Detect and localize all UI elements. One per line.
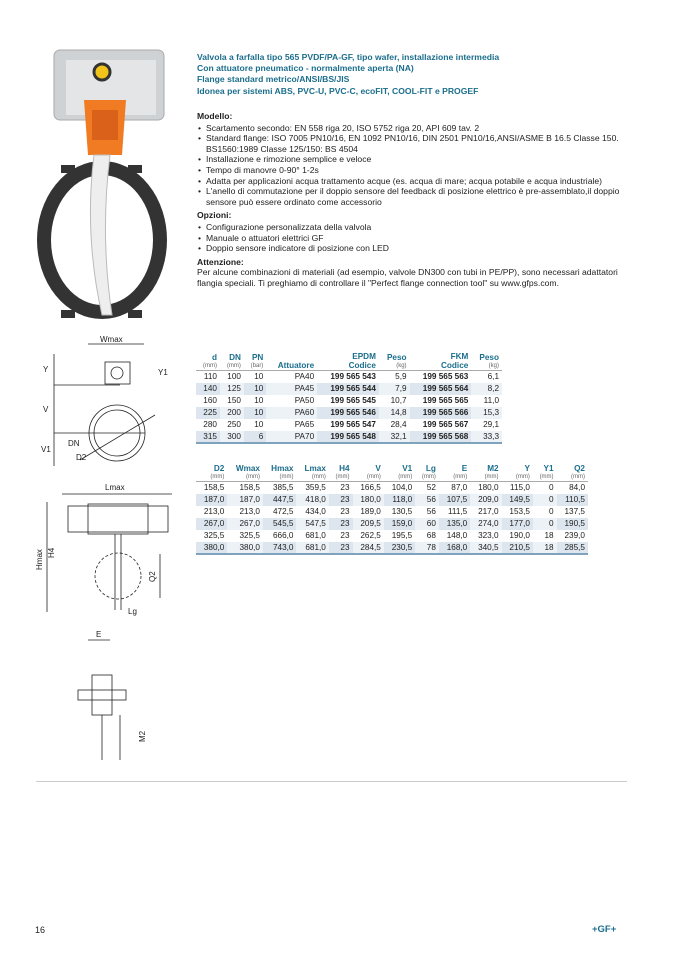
- table-cell: 0: [533, 494, 557, 506]
- label-q2: Q2: [148, 571, 157, 582]
- table-cell: PA50: [294, 395, 315, 405]
- table-cell: 199 565 567: [422, 419, 469, 429]
- table-cell: 18: [533, 542, 557, 555]
- header-unit: (mm): [366, 474, 381, 480]
- table-row: [196, 530, 588, 542]
- table-cell: 199 565 564: [410, 383, 472, 395]
- table-cell: 110,5: [557, 494, 588, 506]
- table-cell: 10: [254, 372, 264, 381]
- opzioni-list: [197, 222, 627, 254]
- list-item: • Standard flange: ISO 7005 PN10/16, EN 1092 PN10/16, DIN 2501 PN10/16,ANSI/ASME B 16.5 Classe 150. BS1560:1989 Classe 125/150: BS 4504: [197, 133, 627, 154]
- table-cell: 199 565 543: [330, 372, 376, 381]
- header-label: d: [211, 353, 217, 362]
- table-cell: 359,5: [305, 483, 326, 492]
- codes-table: [196, 344, 502, 444]
- table-cell: 267,0: [227, 518, 263, 530]
- table-cell: 0: [533, 518, 557, 530]
- list-item: • Configurazione personalizzata della valvola: [197, 222, 627, 233]
- table-cell: 545,5: [263, 518, 296, 530]
- column-header: [296, 464, 328, 482]
- table-cell: 180,0: [478, 483, 499, 492]
- table-cell: 29,1: [483, 419, 499, 429]
- table-cell: 418,0: [296, 494, 328, 506]
- table-cell: 23: [340, 530, 350, 540]
- column-header: [266, 344, 317, 371]
- table-cell: 267,0: [196, 518, 227, 530]
- attenzione-heading: Attenzione:: [197, 256, 244, 267]
- header-unit: (mm): [398, 474, 413, 480]
- list-item: • Scartamento secondo: EN 558 riga 20, ISO 5752 riga 20, API 609 tav. 2: [197, 123, 627, 134]
- label-hmax: Hmax: [35, 549, 44, 570]
- table-row: [196, 506, 588, 518]
- table-cell: 217,0: [478, 506, 499, 516]
- table-cell: 285,5: [557, 542, 588, 555]
- column-header: [502, 464, 533, 482]
- header-unit: (kg): [488, 363, 499, 369]
- header-unit: (mm): [311, 474, 326, 480]
- label-dn: DN: [68, 439, 80, 448]
- table-cell: 150: [227, 395, 241, 405]
- product-title: Valvola a farfalla tipo 565 PVDF/PA-GF, tipo wafer, installazione intermedia: [197, 52, 500, 62]
- table-cell: 10,7: [390, 395, 407, 405]
- header-unit: (kg): [396, 363, 407, 369]
- table-cell: 199 565 544: [317, 383, 379, 395]
- header-top: Peso: [479, 353, 499, 362]
- header-top: EPDM: [352, 352, 376, 361]
- header-label: V: [375, 464, 381, 473]
- modello-list: [197, 123, 627, 208]
- table-cell: 199 565 565: [422, 395, 469, 405]
- table-cell: 189,0: [360, 506, 381, 516]
- label-m2: M2: [138, 730, 147, 742]
- table-cell: 199 565 546: [317, 407, 379, 419]
- table-cell: 110: [203, 372, 217, 381]
- table-cell: 199 565 545: [330, 395, 376, 405]
- table-cell: 325,5: [239, 530, 260, 540]
- table-cell: 681,0: [296, 542, 328, 555]
- header-top: [223, 344, 241, 353]
- gf-logo: +GF+: [592, 924, 617, 935]
- label-y1: Y1: [158, 368, 168, 377]
- header-unit: (mm): [335, 474, 350, 480]
- table-row: [196, 482, 588, 494]
- list-item: • Installazione e rimozione semplice e veloce: [197, 154, 627, 165]
- column-header: [220, 344, 244, 371]
- header-unit: (mm): [571, 474, 585, 480]
- table-cell: 315: [196, 431, 220, 444]
- table-cell: 23: [329, 494, 353, 506]
- table-cell: 230,5: [384, 542, 415, 555]
- table-cell: 434,0: [305, 506, 326, 516]
- table-cell: 11,0: [483, 395, 499, 405]
- table-row: [196, 371, 502, 383]
- column-header: [384, 464, 415, 482]
- label-v1: V1: [41, 445, 51, 454]
- table-cell: 159,0: [384, 518, 415, 530]
- column-header: [244, 344, 266, 371]
- table-cell: 0: [549, 506, 554, 516]
- description: [197, 111, 627, 289]
- table-cell: 7,9: [379, 383, 410, 395]
- product-subtitle: Idonea per sistemi ABS, PVC-U, PVC-C, ecoFIT, COOL-FIT e PROGEF: [197, 85, 479, 96]
- table-cell: 14,8: [379, 407, 410, 419]
- table-cell: 666,0: [272, 530, 294, 540]
- header-top: [269, 352, 314, 361]
- table-cell: 130,5: [391, 506, 413, 516]
- column-header: [353, 464, 384, 482]
- list-item: • Manuale o attuatori elettrici GF: [197, 233, 627, 244]
- header-top: Peso: [386, 353, 407, 362]
- label-v: V: [43, 405, 49, 414]
- header-unit: (bar): [250, 363, 264, 369]
- header-unit: (mm): [245, 474, 260, 480]
- header-label: Hmax: [271, 464, 294, 473]
- table-row: [196, 395, 502, 407]
- header-unit: (mm): [279, 474, 294, 480]
- table-cell: PA65: [294, 419, 315, 429]
- header-unit: (mm): [484, 474, 499, 480]
- product-subtitle: Con attuatore pneumatico - normalmente aperta (NA): [197, 63, 414, 74]
- table-cell: 250: [227, 419, 241, 429]
- column-header: [317, 344, 379, 371]
- column-header: [196, 344, 220, 371]
- label-h4: H4: [47, 547, 56, 558]
- header-label: Y1: [543, 464, 554, 473]
- dimension-drawing: [20, 330, 190, 780]
- table-cell: 225: [196, 407, 220, 419]
- table-cell: 385,5: [272, 483, 294, 492]
- table-cell: 56: [415, 494, 439, 506]
- header-label: Wmax: [235, 464, 260, 473]
- column-header: [196, 464, 227, 482]
- table-row: [196, 431, 502, 444]
- column-header: [439, 464, 470, 482]
- table-cell: 262,5: [360, 530, 381, 540]
- table-cell: 213,0: [239, 506, 260, 516]
- table-row: [196, 518, 588, 530]
- divider: [36, 781, 627, 782]
- table-cell: 199 565 568: [410, 431, 472, 444]
- table-cell: 68: [426, 530, 436, 540]
- table-cell: 135,0: [439, 518, 470, 530]
- table-cell: 195,5: [391, 530, 413, 540]
- column-header: [263, 464, 296, 482]
- table-cell: 380,0: [196, 542, 227, 555]
- header-unit: (mm): [539, 474, 554, 480]
- table-cell: 23: [340, 483, 350, 492]
- table-cell: 8,2: [471, 383, 502, 395]
- table-row: [196, 383, 502, 395]
- table-cell: 380,0: [227, 542, 263, 555]
- header-label: D2: [213, 464, 225, 473]
- table-cell: 140: [196, 383, 220, 395]
- table-cell: 213,0: [203, 506, 225, 516]
- header-label: Y: [524, 464, 530, 473]
- table-cell: 177,0: [502, 518, 533, 530]
- table-cell: 199 565 563: [422, 372, 469, 381]
- table-cell: 115,0: [510, 483, 530, 492]
- table-cell: 187,0: [196, 494, 227, 506]
- column-header: [415, 464, 439, 482]
- label-y: Y: [43, 365, 49, 374]
- table-cell: PA40: [294, 372, 315, 381]
- label-d2: D2: [76, 453, 87, 462]
- table-cell: 18: [544, 530, 554, 540]
- header-label: Codice: [348, 361, 376, 370]
- table-cell: 149,5: [502, 494, 533, 506]
- table-row: [196, 419, 502, 431]
- table-cell: 23: [329, 518, 353, 530]
- header-unit: (mm): [453, 474, 468, 480]
- table-cell: 274,0: [470, 518, 501, 530]
- table-cell: 100: [227, 372, 241, 381]
- table-cell: 681,0: [305, 530, 326, 540]
- table-cell: 547,5: [296, 518, 328, 530]
- header-top: [247, 344, 263, 353]
- table-row: [196, 542, 588, 555]
- header-label: Lg: [425, 464, 436, 473]
- header-unit: (mm): [226, 363, 241, 369]
- column-header: [470, 464, 501, 482]
- header-unit: (mm): [515, 474, 530, 480]
- table-cell: 153,5: [509, 506, 530, 516]
- table-cell: 60: [415, 518, 439, 530]
- table-cell: 5,9: [395, 372, 407, 381]
- table-cell: 323,0: [478, 530, 499, 540]
- table-row: [196, 407, 502, 419]
- table-cell: 15,3: [471, 407, 502, 419]
- header-label: H4: [339, 464, 350, 473]
- table-cell: 199 565 566: [410, 407, 472, 419]
- table-cell: 187,0: [227, 494, 263, 506]
- table-cell: 10: [244, 407, 266, 419]
- table-cell: 87,0: [451, 483, 468, 492]
- valve-product-image: [36, 40, 181, 330]
- dimensions-table: [196, 464, 588, 555]
- list-item: • Tempo di manovre 0-90° 1-2s: [197, 165, 627, 176]
- column-header: [227, 464, 263, 482]
- table-cell: 199 565 547: [330, 419, 376, 429]
- table-cell: 284,5: [353, 542, 384, 555]
- header-top: [199, 344, 217, 353]
- label-lmax: Lmax: [105, 483, 125, 492]
- column-header: [533, 464, 557, 482]
- attenzione-text: Per alcune combinazioni di materiali (ad esempio, valvole DN300 con tubi in PE/PP), sono necessari adattatori flangia speciali. Ti preghiamo di controllare il "Perfect flange connection tool" su www.gfps.com.: [197, 267, 618, 288]
- table-cell: 107,5: [439, 494, 470, 506]
- table-cell: 6,1: [487, 372, 499, 381]
- list-item: • Doppio sensore indicatore di posizione con LED: [197, 243, 627, 254]
- table-cell: PA45: [266, 383, 317, 395]
- table-cell: 472,5: [272, 506, 294, 516]
- product-title-block: [197, 52, 499, 97]
- column-header: [379, 344, 410, 371]
- header-unit: (mm): [421, 474, 436, 480]
- header-label: PN: [251, 353, 264, 362]
- column-header: [471, 344, 502, 371]
- table-cell: 32,1: [379, 431, 410, 444]
- table-cell: 23: [329, 542, 353, 555]
- header-label: Lmax: [304, 464, 326, 473]
- table-cell: 78: [415, 542, 439, 555]
- label-e: E: [96, 630, 102, 639]
- table-cell: 111,5: [447, 506, 468, 516]
- table-cell: 199 565 548: [317, 431, 379, 444]
- table-cell: 190,5: [557, 518, 588, 530]
- table-cell: 33,3: [471, 431, 502, 444]
- header-top: FKM: [450, 352, 469, 361]
- table-cell: 137,5: [564, 506, 585, 516]
- table-row: [196, 494, 588, 506]
- header-label: Codice: [441, 361, 469, 370]
- table-cell: 447,5: [263, 494, 296, 506]
- table-cell: 210,5: [502, 542, 533, 555]
- column-header: [557, 464, 588, 482]
- table-cell: 209,5: [353, 518, 384, 530]
- table-cell: 118,0: [384, 494, 415, 506]
- page-number: 16: [35, 925, 46, 935]
- header-row: [196, 464, 588, 482]
- header-row: [196, 344, 502, 371]
- table-cell: 125: [220, 383, 244, 395]
- header-label: M2: [487, 464, 499, 473]
- header-label: Q2: [574, 464, 585, 473]
- table-cell: 28,4: [390, 419, 407, 429]
- column-header: [410, 344, 472, 371]
- table-cell: 743,0: [263, 542, 296, 555]
- label-wmax: Wmax: [100, 335, 123, 344]
- column-header: [329, 464, 353, 482]
- table-cell: 160: [203, 395, 217, 405]
- table-cell: 10: [254, 419, 264, 429]
- table-cell: 158,5: [239, 483, 260, 492]
- modello-heading: Modello:: [197, 111, 233, 121]
- header-unit: (mm): [210, 474, 225, 480]
- table-cell: PA60: [266, 407, 317, 419]
- table-cell: 10: [244, 383, 266, 395]
- table-cell: 166,5: [360, 483, 381, 492]
- table-cell: 190,0: [509, 530, 530, 540]
- table-cell: 84,0: [569, 483, 585, 492]
- table-cell: 340,5: [470, 542, 501, 555]
- table-cell: 209,0: [470, 494, 501, 506]
- table-cell: 325,5: [203, 530, 225, 540]
- header-label: V1: [402, 464, 413, 473]
- table-cell: 148,0: [446, 530, 468, 540]
- table-cell: 56: [426, 506, 436, 516]
- table-cell: 104,0: [391, 483, 413, 492]
- list-item: • L'anello di commutazione per il doppio sensore del feedback di posizione elettrico è pre-assemblato,il doppio sensore può essere ordinato come accessorio: [197, 186, 627, 207]
- table-cell: 23: [340, 506, 350, 516]
- table-cell: 0: [549, 483, 554, 492]
- header-label: DN: [229, 353, 241, 362]
- opzioni-heading: Opzioni:: [197, 210, 232, 221]
- table-cell: 300: [220, 431, 244, 444]
- table-cell: 280: [203, 419, 217, 429]
- table-cell: 10: [254, 395, 264, 405]
- label-lg: Lg: [128, 607, 137, 616]
- header-label: E: [461, 464, 468, 473]
- table-cell: 6: [244, 431, 266, 444]
- table-cell: 200: [220, 407, 244, 419]
- table-cell: 158,5: [203, 483, 225, 492]
- table-cell: 239,0: [564, 530, 585, 540]
- product-subtitle: Flange standard metrico/ANSI/BS/JIS: [197, 74, 350, 85]
- header-label: Attuatore: [277, 361, 315, 370]
- table-cell: 168,0: [439, 542, 470, 555]
- table-cell: PA70: [266, 431, 317, 444]
- header-unit: (mm): [202, 363, 217, 369]
- table-cell: 52: [426, 483, 436, 492]
- list-item: • Adatta per applicazioni acqua trattamento acque (es. acqua di mare; acqua potabile e acqua industriale): [197, 176, 627, 187]
- table-cell: 180,0: [353, 494, 384, 506]
